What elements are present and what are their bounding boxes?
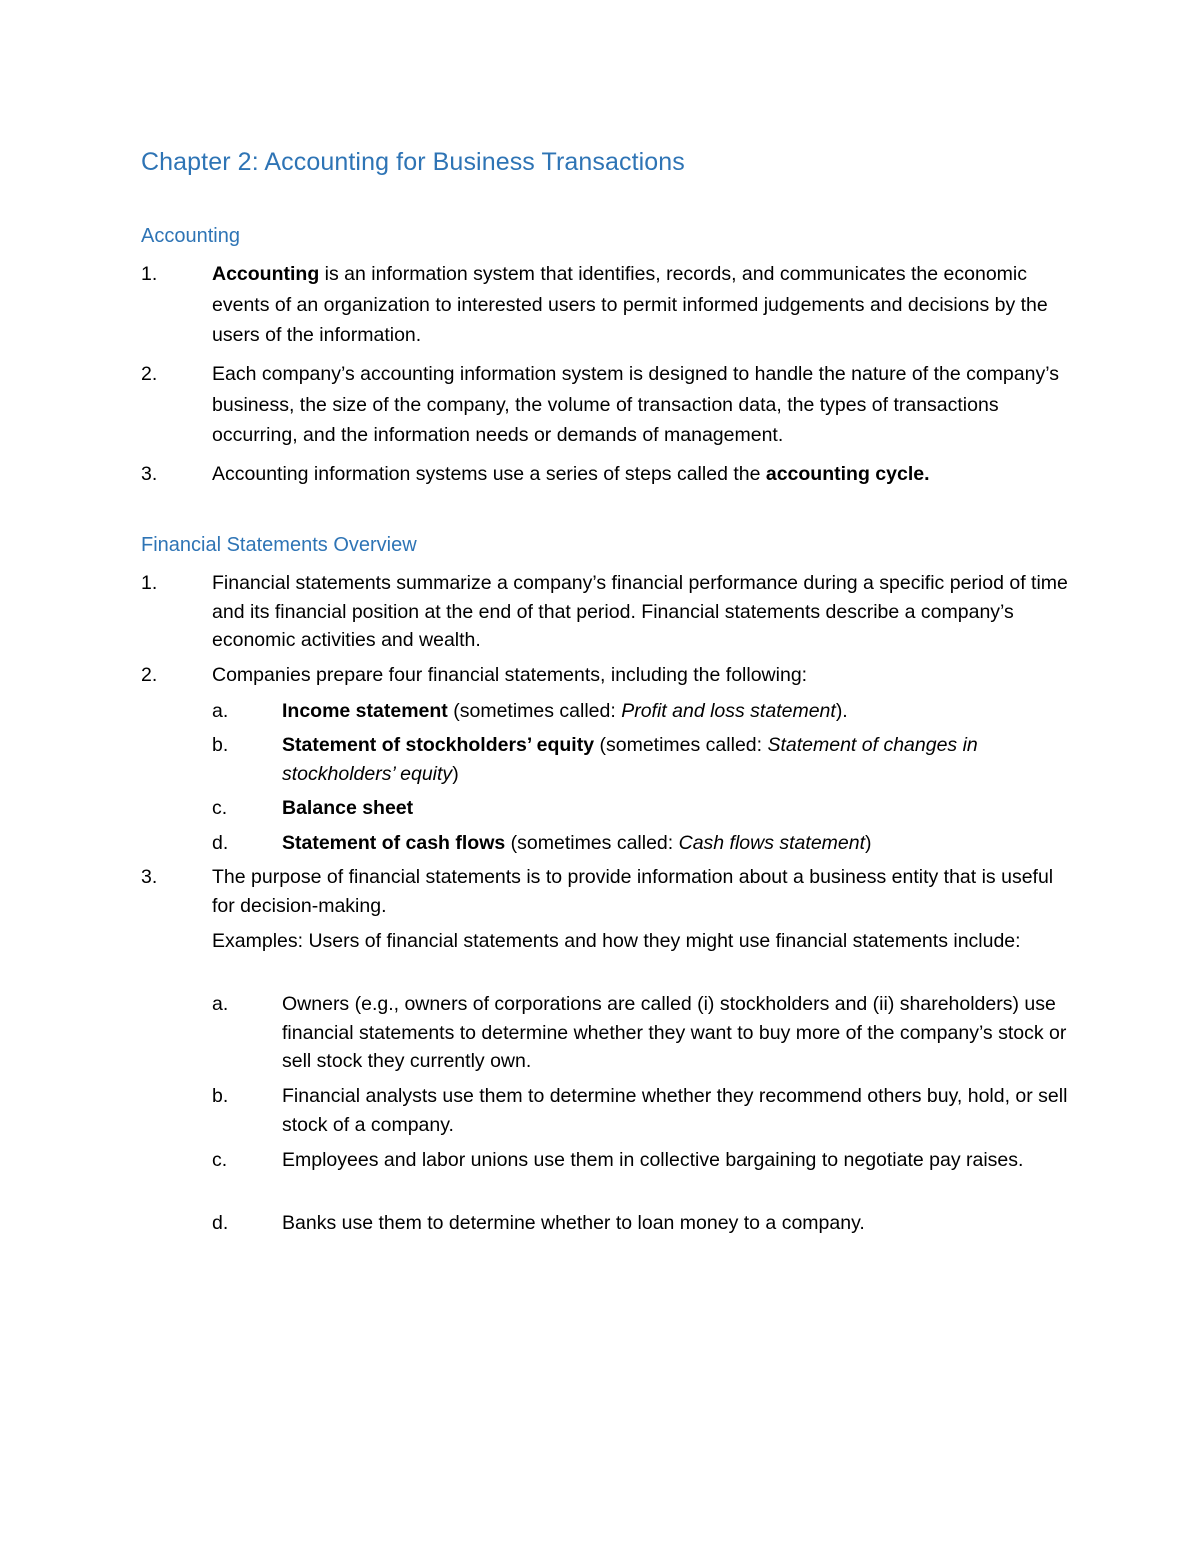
- list-number: 2.: [141, 664, 158, 686]
- sub-list-text: Employees and labor unions use them in collective bargaining to negotiate pay raises.: [282, 1149, 1024, 1171]
- sub-list-text: Statement of stockholders’ equity (sometimes called: Statement of changes in stockholders’ equity): [282, 734, 978, 785]
- sub-list-letter: c.: [212, 1149, 228, 1171]
- sub-list-text: Banks use them to determine whether to loan money to a company.: [282, 1212, 865, 1234]
- bold-term: accounting cycle.: [765, 463, 930, 485]
- sub-list-letter: d.: [212, 1212, 229, 1234]
- bold-term: Accounting: [212, 263, 320, 285]
- sub-list-text: Owners (e.g., owners of corporations are called (i) stockholders and (ii) shareholders) use financial statements to determine whether they want to buy more of the company’s stock or sell stock they currently own.: [282, 993, 1067, 1072]
- list-number: 2.: [141, 363, 158, 385]
- list-text: Each company’s accounting information system is designed to handle the nature of the company’s business, the size of the company, the volume of transaction data, the types of transactions occurring, and the information needs or demands of management.: [212, 363, 1059, 446]
- sub-list-text: Statement of cash flows (sometimes called: Cash flows statement): [282, 832, 872, 854]
- list-text: Accounting information systems use a series of steps called the accounting cycle.: [212, 463, 930, 485]
- list-text: Companies prepare four financial statements, including the following:: [212, 664, 808, 686]
- examples-intro: Examples: Users of financial statements and how they might use financial statements include:: [212, 930, 1021, 952]
- list-text: Financial statements summarize a company’s financial performance during a specific period of time and its financial position at the end of that period. Financial statements describe a company’s economic activities and wealth.: [212, 572, 1068, 651]
- sub-list-text: Balance sheet: [282, 797, 414, 819]
- sub-list-letter: b.: [212, 734, 229, 756]
- sub-list-letter: a.: [212, 993, 229, 1015]
- list-number: 1.: [141, 572, 158, 594]
- list-number: 3.: [141, 463, 158, 485]
- sub-list-letter: a.: [212, 700, 229, 722]
- list-number: 1.: [141, 263, 158, 285]
- list-text: Accounting is an information system that identifies, records, and communicates the economic events of an organization to interested users to permit informed judgements and decisions by the users of the information.: [212, 263, 1048, 346]
- sub-list-text: Income statement (sometimes called: Profit and loss statement).: [282, 700, 848, 722]
- sub-list-text: Financial analysts use them to determine whether they recommend others buy, hold, or sell stock of a company.: [282, 1085, 1068, 1136]
- section-heading-financial-statements: Financial Statements Overview: [141, 534, 417, 556]
- list-number: 3.: [141, 866, 158, 888]
- sub-list-letter: b.: [212, 1085, 229, 1107]
- list-text: The purpose of financial statements is to provide information about a business entity that is useful for decision-making.: [212, 866, 1054, 917]
- section-heading-accounting: Accounting: [141, 225, 240, 247]
- chapter-title: Chapter 2: Accounting for Business Transactions: [141, 148, 685, 176]
- sub-list-letter: c.: [212, 797, 228, 819]
- sub-list-letter: d.: [212, 832, 229, 854]
